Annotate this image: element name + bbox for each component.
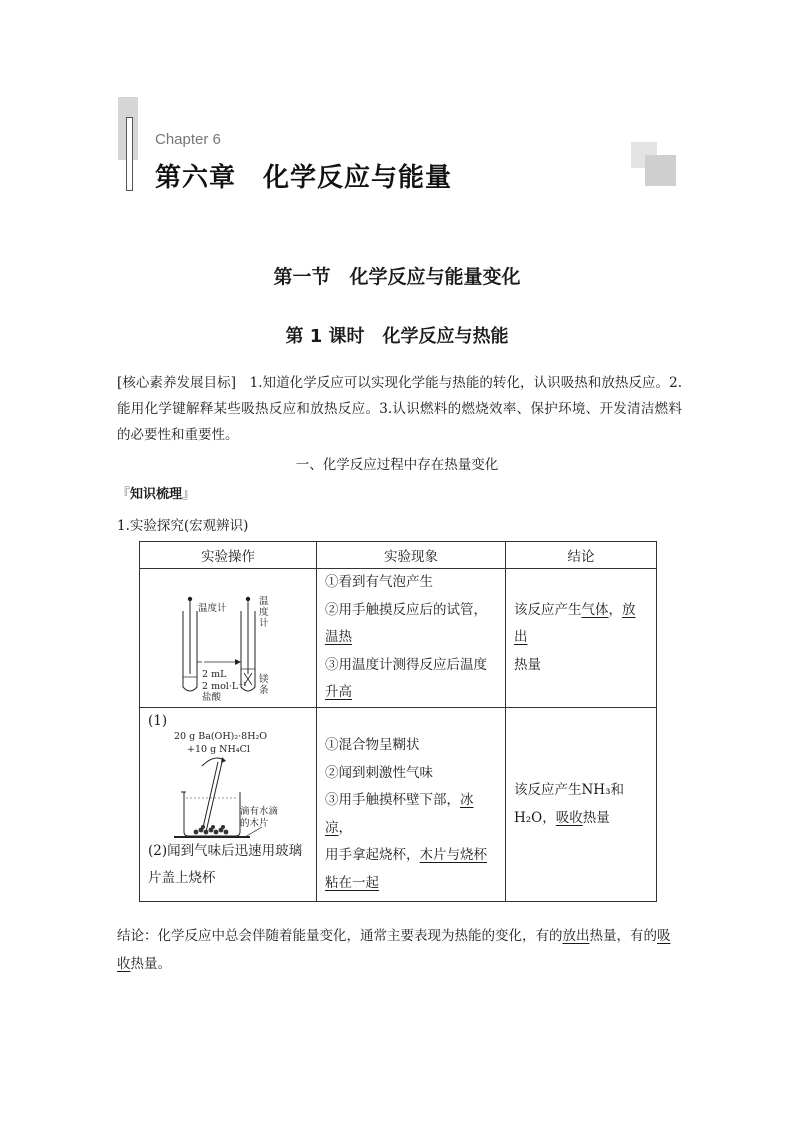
label-volume: 2 mL — [202, 669, 227, 680]
phenomenon-line: 用手拿起烧杯， — [325, 847, 420, 863]
phenomenon-answer: 粘在一起 — [325, 874, 379, 891]
label-thermometer-right: 温 — [259, 596, 269, 607]
knowledge-label: 知识梳理 — [130, 487, 183, 502]
conclusion-text: 热量 — [582, 809, 610, 826]
step-text: 片盖上烧杯 — [148, 870, 216, 886]
conclusion-text: H₂O， — [514, 809, 556, 826]
phenomenon-line: ③用手触摸杯壁下部， — [325, 792, 460, 808]
step-label: (1) — [148, 713, 168, 729]
label-ribbon: 镁 — [259, 674, 269, 685]
experiment-title: 1.实验探究(宏观辨识) — [117, 518, 249, 534]
conclusion-text: 该反应产生 — [514, 601, 582, 618]
conclusion-answer: 气体 — [581, 601, 609, 618]
header-conclusion: 结论 — [506, 542, 657, 569]
phenomenon-answer: 升高 — [325, 684, 352, 700]
phenomenon-answer: 冰凉 — [325, 792, 474, 836]
label-concentration: 2 mol·L⁻¹ — [202, 681, 247, 692]
table-header-row — [140, 542, 657, 569]
conclusion-text: 热量。 — [130, 956, 171, 972]
phenomenon-answer: 木片与烧杯 — [419, 847, 487, 863]
conclusion-answer: 放出 — [562, 928, 590, 944]
phenomenon-cell — [317, 708, 506, 902]
label-reagent-1: 20 g Ba(OH)₂·8H₂O — [174, 731, 268, 742]
operation-cell — [140, 569, 317, 708]
conclusion-cell — [506, 708, 657, 902]
learning-goals — [117, 370, 682, 448]
conclusion-answer: 吸收 — [117, 928, 671, 972]
magnesium-acid-figure — [140, 569, 316, 703]
barium-hydroxide-figure — [140, 732, 316, 838]
chapter-title: 第六章 化学反应与能量 — [155, 163, 453, 193]
phenomenon-line: ①混合物呈糊状 — [325, 737, 420, 753]
lesson-title: 第 1 课时 化学反应与热能 — [285, 326, 509, 347]
goals-label: [核心素养发展目标] — [117, 375, 237, 391]
conclusion-cell — [506, 569, 657, 708]
phenomenon-line: ②闻到刺激性气味 — [325, 764, 433, 781]
label-thermometer-right: 计 — [259, 618, 269, 629]
header-operation: 实验操作 — [140, 542, 317, 569]
conclusion-answer: 放出 — [514, 601, 636, 646]
header-phenomenon: 实验现象 — [317, 542, 506, 569]
conclusion-answer: 吸收 — [555, 809, 583, 826]
phenomenon-line: ②用手触摸反应后的试管， — [325, 601, 487, 618]
experiment-table — [139, 541, 657, 902]
conclusion-text: ， — [608, 601, 622, 618]
conclusion-paragraph — [117, 922, 682, 978]
operation-cell — [140, 708, 317, 902]
subheading: 一、化学反应过程中存在热量变化 — [295, 457, 499, 473]
conclusion-text: 结论：化学反应中总会伴随着能量变化，通常主要表现为热能的变化，有的 — [117, 928, 563, 944]
phenomenon-answer: 温热 — [325, 629, 352, 645]
label-board: 的木片 — [240, 817, 269, 829]
label-board: 滴有水滴 — [240, 805, 279, 817]
label-acid: 盐酸 — [202, 692, 222, 703]
phenomenon-line: ③用温度计测得反应后温度 — [325, 656, 487, 673]
label-thermometer-right: 度 — [259, 607, 269, 618]
conclusion-text: 热量 — [514, 656, 541, 673]
label-reagent-2: +10 g NH₄Cl — [187, 743, 250, 755]
table-row — [140, 569, 657, 708]
goals-text: 1.知道化学反应可以实现化学能与热能的转化，认识吸热和放热反应。2.能用化学键解释某些吸热反应和放热反应。3.认识燃料的燃烧效率、保护环境、开发清洁燃料的必要性和重要性。 — [117, 375, 682, 443]
label-thermometer-left: 温度计 — [198, 603, 227, 614]
phenomenon-line: ①看到有气泡产生 — [325, 574, 433, 590]
corner-decoration — [645, 155, 676, 186]
knowledge-heading: 『知识梳理』 — [117, 487, 196, 502]
table-row — [140, 708, 657, 902]
section-title: 第一节 化学反应与能量变化 — [273, 266, 521, 288]
phenomenon-line: ， — [338, 819, 352, 836]
chapter-number: Chapter 6 — [155, 131, 221, 148]
conclusion-text: 热量，有的 — [589, 928, 657, 944]
step-text: (2)闻到气味后迅速用玻璃 — [148, 842, 303, 859]
label-ribbon: 条 — [259, 685, 269, 696]
phenomenon-cell — [317, 569, 506, 708]
conclusion-text: 该反应产生NH₃和 — [514, 782, 624, 798]
